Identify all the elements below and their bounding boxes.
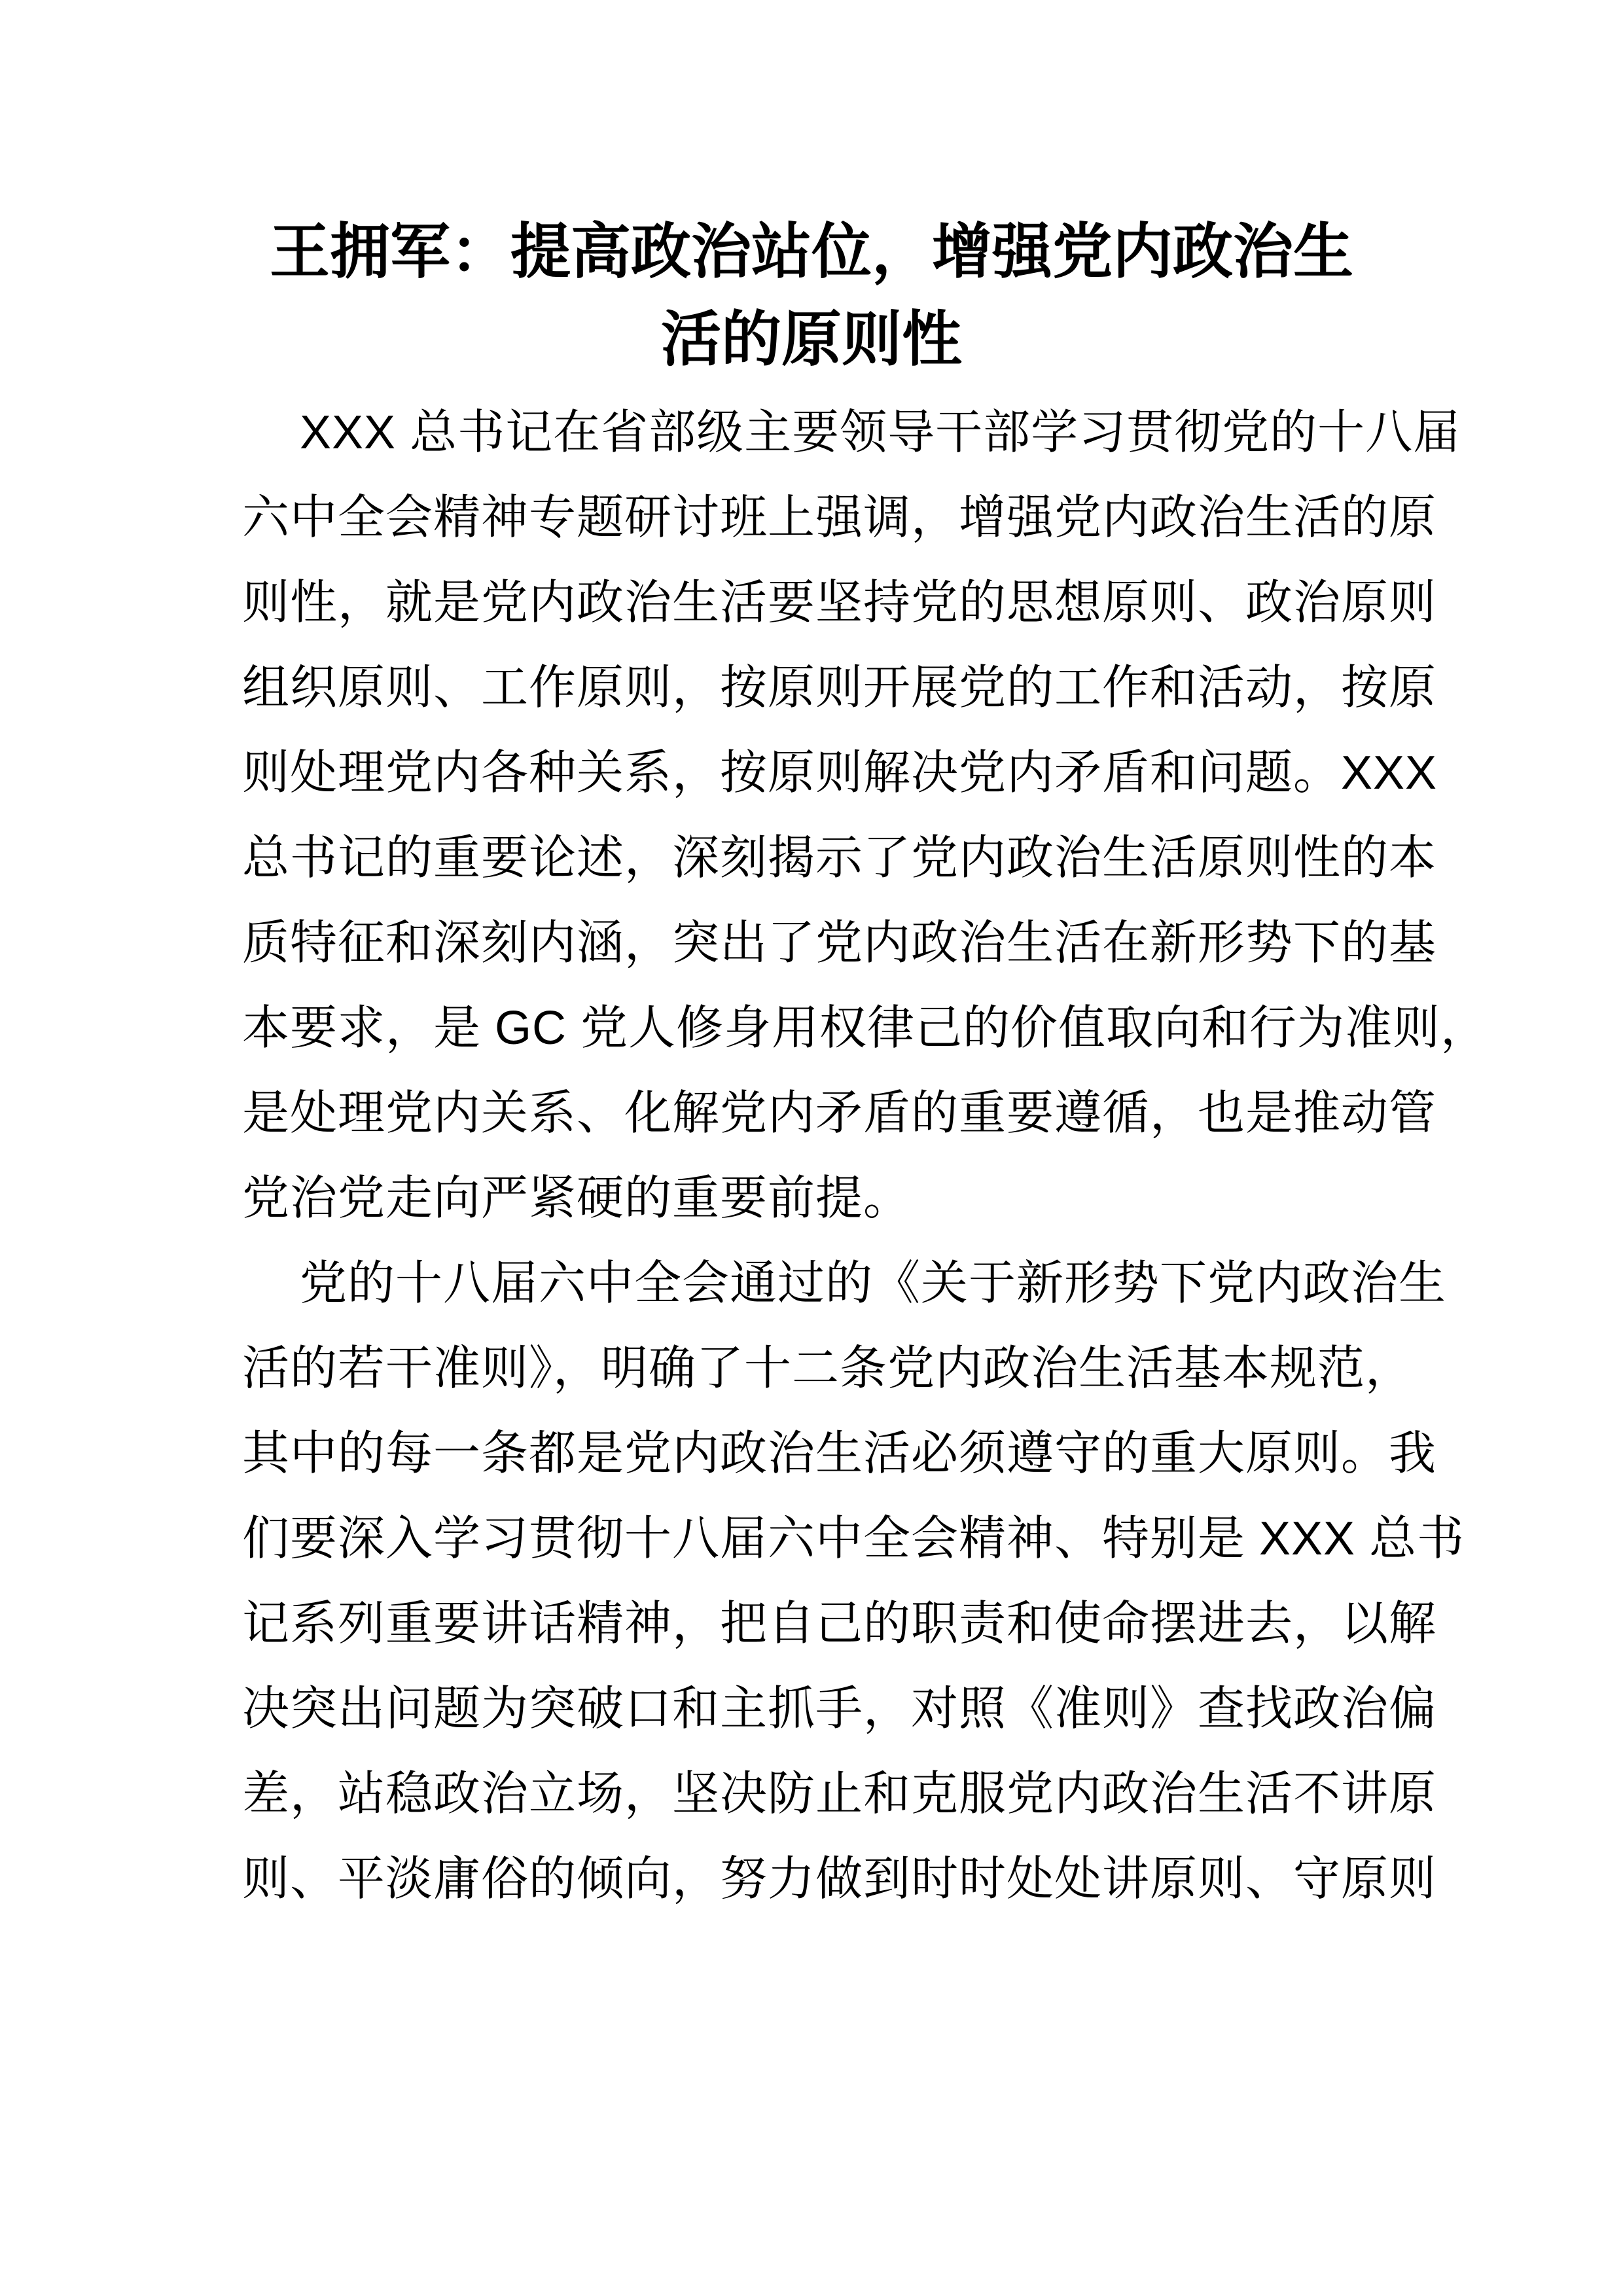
body-line: 则、平淡庸俗的倾向，努力做到时时处处讲原则、守原则 <box>242 1853 1437 1905</box>
body-line: 差，站稳政治立场，坚决防止和克服党内政治生活不讲原 <box>242 1768 1437 1820</box>
body-line: 本要求，是 GC 党人修身用权律己的价值取向和行为准则， <box>242 1002 1489 1054</box>
body-line: 活的若干准则》，明确了十二条党内政治生活基本规范， <box>242 1342 1414 1395</box>
body-line: 则处理党内各种关系，按原则解决党内矛盾和问题。XXX <box>242 747 1438 799</box>
body-line: 记系列重要讲话精神，把自己的职责和使命摆进去，以解 <box>242 1598 1437 1650</box>
body-line: 总书记的重要论述，深刻揭示了党内政治生活原则性的本 <box>242 832 1437 884</box>
body-line: 党治党走向严紧硬的重要前提。 <box>242 1172 912 1225</box>
paragraph <box>242 390 1489 1241</box>
body-line: 是处理党内关系、化解党内矛盾的重要遵循，也是推动管 <box>242 1087 1437 1139</box>
title-line: 活的原则性 <box>660 306 962 373</box>
document-body <box>0 390 1623 1922</box>
body-line: 决突出问题为突破口和主抓手，对照《准则》查找政治偏 <box>242 1683 1437 1735</box>
title-line: 王拥军：提高政治站位，增强党内政治生 <box>269 219 1353 285</box>
body-line: 则性，就是党内政治生活要坚持党的思想原则、政治原则 <box>242 577 1437 629</box>
body-line: 党的十八届六中全会通过的《关于新形势下党内政治生 <box>300 1257 1447 1310</box>
paragraph <box>242 1241 1465 1922</box>
body-line: 们要深入学习贯彻十八届六中全会精神、特别是 XXX 总书 <box>242 1513 1465 1565</box>
body-line: 质特征和深刻内涵，突出了党内政治生活在新形势下的基 <box>242 917 1437 969</box>
document-title <box>0 0 1623 384</box>
body-line: XXX 总书记在省部级主要领导干部学习贯彻党的十八届 <box>300 406 1461 459</box>
body-line: 组织原则、工作原则，按原则开展党的工作和活动，按原 <box>242 662 1437 714</box>
body-line: 六中全会精神专题研讨班上强调，增强党内政治生活的原 <box>242 492 1437 544</box>
body-line: 其中的每一条都是党内政治生活必须遵守的重大原则。我 <box>242 1427 1437 1480</box>
